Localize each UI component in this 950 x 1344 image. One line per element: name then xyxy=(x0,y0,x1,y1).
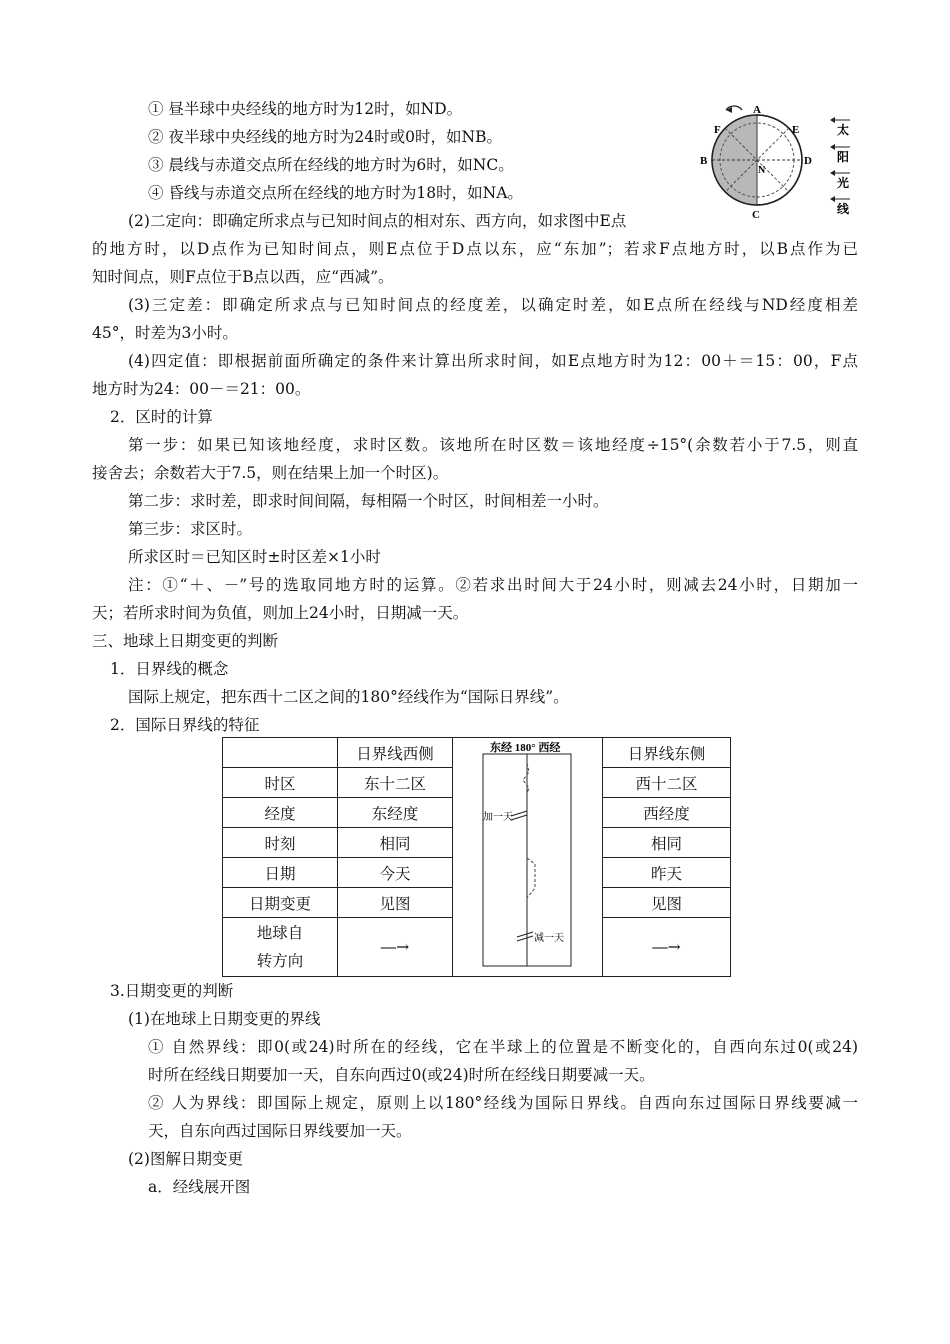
row-label: 日期 xyxy=(223,858,338,888)
zone-formula: 所求区时＝已知区时±时区差×1小时 xyxy=(128,548,381,566)
row-label: 时刻 xyxy=(223,828,338,858)
step4-line1: (4)四定值：即根据前面所确定的条件来计算出所求时间，如E点地方时为12：00＋＝15：00，F点 xyxy=(128,352,858,370)
dateline-figure xyxy=(453,738,603,978)
label-b: B xyxy=(700,155,708,167)
west-cell: 东经度 xyxy=(338,798,453,828)
east-cell: 昨天 xyxy=(603,858,731,888)
dateline-concept-text: 国际上规定，把东西十二区之间的180°经线作为“国际日界线”。 xyxy=(128,688,569,706)
rotation-label-cell xyxy=(223,918,338,977)
sunlight-char-3: 光 xyxy=(837,176,850,190)
zone-note-line1: 注：①“＋、－”号的选取同地方时的运算。②若求出时间大于24小时，则减去24小时，日期加一 xyxy=(128,576,858,594)
step3-line2: 45°，时差为3小时。 xyxy=(92,324,238,342)
globe xyxy=(700,104,812,221)
label-d: D xyxy=(804,155,812,167)
rotation-label-line1: 地球自 xyxy=(256,924,304,942)
subtract-day-label: 减一天 xyxy=(534,933,564,944)
step2-line2: 的地方时，以D点作为已知时间点，则E点位于D点以东，应“东加”；若求F点地方时，以B点作为已 xyxy=(92,240,858,258)
row-label: 日期变更 xyxy=(223,888,338,918)
label-n: N xyxy=(758,165,766,176)
east-header: 日界线东侧 xyxy=(603,738,731,768)
diagram-item: a．经线展开图 xyxy=(148,1178,251,1196)
dateline-figure-cell xyxy=(453,738,603,977)
table-corner xyxy=(223,738,338,768)
east-cell: 西十二区 xyxy=(603,768,731,798)
step2-line3: 知时间点，则F点位于B点以西，应“西减”。 xyxy=(92,268,394,286)
sunlight-char-1: 太 xyxy=(837,123,850,137)
zone-step2: 第二步：求时差，即求时间间隔，每相隔一个时区，时间相差一小时。 xyxy=(128,492,609,510)
artificial-boundary-line2: 天，自东向西过国际日界线要加一天。 xyxy=(148,1122,412,1140)
boundary-heading: (1)在地球上日期变更的界线 xyxy=(128,1010,321,1028)
east-cell: 见图 xyxy=(603,888,731,918)
sunlight-char-4: 线 xyxy=(837,202,850,216)
label-f: F xyxy=(714,124,721,136)
west-header: 日界线西侧 xyxy=(338,738,453,768)
dateline-top-label: 东经 180° 西经 xyxy=(490,742,561,754)
date-change-judgement-heading: 3.日期变更的判断 xyxy=(110,982,234,1000)
rule-3: ③ 晨线与赤道交点所在经线的地方时为6时，如NC。 xyxy=(148,156,514,174)
rule-2: ② 夜半球中央经线的地方时为24时或0时，如NB。 xyxy=(148,128,502,146)
dateline-bend-2 xyxy=(527,858,535,898)
row-label: 时区 xyxy=(223,768,338,798)
dateline-concept-heading: 1．日界线的概念 xyxy=(110,660,229,678)
step4-line2: 地方时为24：00－＝21：00。 xyxy=(92,380,311,398)
step3-line1: (3)三定差：即确定所求点与已知时间点的经度差，以确定时差，如E点所在经线与ND经度相差 xyxy=(128,296,858,314)
sunlight-char-2: 阳 xyxy=(837,150,850,164)
diagram-heading: (2)图解日期变更 xyxy=(128,1150,243,1168)
table-row xyxy=(223,738,731,768)
rotation-west-arrow: ―→ xyxy=(338,918,453,977)
label-e: E xyxy=(792,124,800,136)
rule-4: ④ 昏线与赤道交点所在经线的地方时为18时，如NA。 xyxy=(148,184,523,202)
step2-line1: (2)二定向：即确定所求点与已知时间点的相对东、西方向，如求图中E点 xyxy=(128,212,627,230)
date-change-heading: 三、地球上日期变更的判断 xyxy=(92,632,279,650)
west-cell: 东十二区 xyxy=(338,768,453,798)
label-a: A xyxy=(753,104,761,116)
zone-time-heading: 2．区时的计算 xyxy=(110,408,213,426)
zone-step3: 第三步：求区时。 xyxy=(128,520,253,538)
zone-step1-line2: 接舍去；余数若大于7.5，则在结果上加一个时区)。 xyxy=(92,464,449,482)
east-cell: 西经度 xyxy=(603,798,731,828)
natural-boundary-line1: ① 自然界线：即0(或24)时所在的经线，它在半球上的位置是不断变化的，自西向东过0(或24) xyxy=(148,1038,858,1056)
dateline-bend-1 xyxy=(523,763,529,793)
zone-step1-line1: 第一步：如果已知该地经度，求时区数。该地所在时区数＝该地经度÷15°(余数若小于7.5，则直 xyxy=(128,436,858,454)
label-c: C xyxy=(752,209,760,221)
rule-1: ① 昼半球中央经线的地方时为12时，如ND。 xyxy=(148,100,463,118)
artificial-boundary-line1: ② 人为界线：即国际上规定，原则上以180°经线为国际日界线。自西向东过国际日界线要减一 xyxy=(148,1094,858,1112)
add-day-label: 加一天 xyxy=(483,812,513,823)
dateline-features-heading: 2．国际日界线的特征 xyxy=(110,716,260,734)
west-cell: 见图 xyxy=(338,888,453,918)
rotation-east-arrow: ―→ xyxy=(603,918,731,977)
row-label: 经度 xyxy=(223,798,338,828)
zone-note-line2: 天；若所求时间为负值，则加上24小时，日期减一天。 xyxy=(92,604,469,622)
rotation-label-line2: 转方向 xyxy=(256,952,304,970)
natural-boundary-line2: 时所在经线日期要加一天，自东向西过0(或24)时所在经线日期要减一天。 xyxy=(148,1066,655,1084)
day-night-globe-figure xyxy=(690,98,865,223)
sunlight-arrows xyxy=(830,117,850,216)
west-cell: 今天 xyxy=(338,858,453,888)
west-cell: 相同 xyxy=(338,828,453,858)
dateline-table xyxy=(222,737,731,977)
east-cell: 相同 xyxy=(603,828,731,858)
